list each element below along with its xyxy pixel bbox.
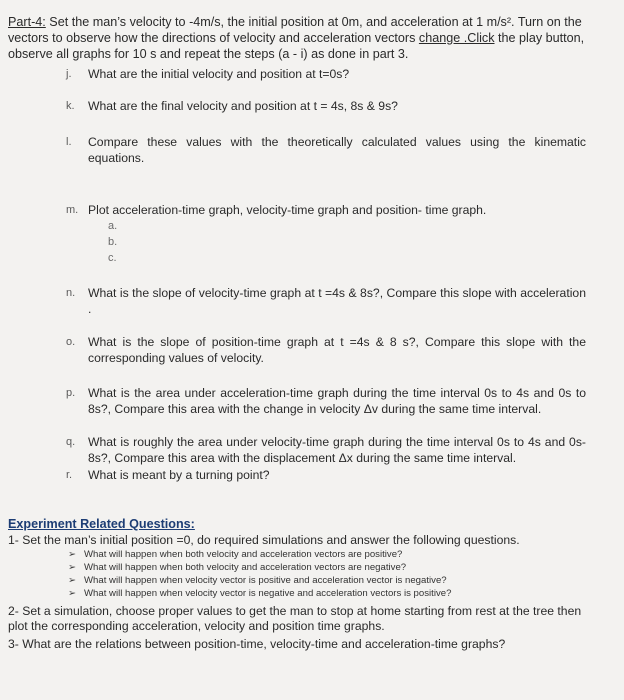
question-text: What is the slope of velocity-time graph at t =4s & 8s?, Compare this slope with acceleration . bbox=[88, 286, 586, 316]
question-text: What are the initial velocity and position at t=0s? bbox=[88, 67, 350, 81]
arrow-bullet-icon: ➢ bbox=[68, 575, 77, 586]
question-o bbox=[66, 334, 586, 366]
question-label: m. bbox=[66, 204, 79, 216]
bullet-text: What will happen when velocity vector is negative and acceleration vectors is positive? bbox=[84, 588, 452, 599]
question-label: l. bbox=[66, 136, 72, 148]
part4-intro bbox=[8, 14, 614, 62]
bullet-text: What will happen when velocity vector is positive and acceleration vector is negative? bbox=[84, 575, 447, 586]
question-m bbox=[66, 202, 606, 218]
question-label: o. bbox=[66, 336, 76, 348]
question-text: What is meant by a turning point? bbox=[88, 468, 270, 482]
question-label: p. bbox=[66, 387, 76, 399]
question-text: What is the area under acceleration-time graph during the time interval 0s to 4s and 0s to 8s?, Compare this area with the change in velocity Δv during the same time interval. bbox=[88, 386, 586, 416]
question-label: j. bbox=[66, 68, 72, 80]
arrow-bullet-icon: ➢ bbox=[68, 588, 77, 599]
bullet-item bbox=[68, 562, 406, 574]
question-label: k. bbox=[66, 100, 75, 112]
question-text: Compare these values with the theoretically calculated values using the kinematic equations. bbox=[88, 135, 586, 165]
question-label: r. bbox=[66, 469, 73, 481]
experiment-q1: 1- Set the man’s initial position =0, do required simulations and answer the following questions. bbox=[8, 533, 520, 547]
intro-text-a: Set the man’s velocity to -4m/s, the initial position at 0m, and acceleration at 1 m/s². Turn on the vectors to observe how the directions of velocity and acceleration vectors bbox=[8, 15, 582, 45]
question-text: What is the slope of position-time graph at t =4s & 8 s?, Compare this slope with the corresponding values of velocity. bbox=[88, 335, 586, 365]
sublabel-b: b. bbox=[108, 236, 118, 248]
question-text: Plot acceleration-time graph, velocity-time graph and position- time graph. bbox=[88, 203, 487, 217]
bullet-item bbox=[68, 549, 402, 561]
question-k bbox=[66, 98, 606, 114]
question-r bbox=[66, 467, 586, 483]
part4-heading: Part-4: bbox=[8, 15, 46, 29]
experiment-title: Experiment Related Questions: bbox=[8, 517, 195, 531]
arrow-bullet-icon: ➢ bbox=[68, 549, 77, 560]
question-n bbox=[66, 285, 586, 317]
question-text: What is roughly the area under velocity-time graph during the time interval 0s to 4s and 0s- 8s?, Compare this area with the displacement Δx during the same time interval. bbox=[88, 435, 586, 465]
question-label: q. bbox=[66, 436, 76, 448]
bullet-text: What will happen when both velocity and acceleration vectors are negative? bbox=[84, 562, 407, 573]
question-q bbox=[66, 434, 586, 466]
intro-text-link: change .Click bbox=[418, 31, 495, 45]
intro-text-b: the play button, observe all graphs for 10 s and repeat the steps (a - i) as done in part 3. bbox=[8, 31, 585, 61]
question-l bbox=[66, 134, 586, 166]
arrow-bullet-icon: ➢ bbox=[68, 562, 77, 573]
question-text: What are the final velocity and position at t = 4s, 8s & 9s? bbox=[88, 99, 398, 113]
question-label: n. bbox=[66, 287, 76, 299]
sublabel-c: c. bbox=[108, 252, 117, 264]
bullet-text: What will happen when both velocity and acceleration vectors are positive? bbox=[84, 549, 403, 560]
bullet-item bbox=[68, 588, 451, 600]
question-j bbox=[66, 66, 606, 82]
bullet-item bbox=[68, 575, 447, 587]
experiment-q2: 2- Set a simulation, choose proper values to get the man to stop at home starting from rest at the tree then plot the corresponding acceleration, velocity and position time graphs. bbox=[8, 604, 582, 633]
question-p bbox=[66, 385, 586, 417]
sublabel-a: a. bbox=[108, 220, 118, 232]
experiment-q3: 3- What are the relations between position-time, velocity-time and acceleration-time graphs? bbox=[8, 637, 506, 651]
